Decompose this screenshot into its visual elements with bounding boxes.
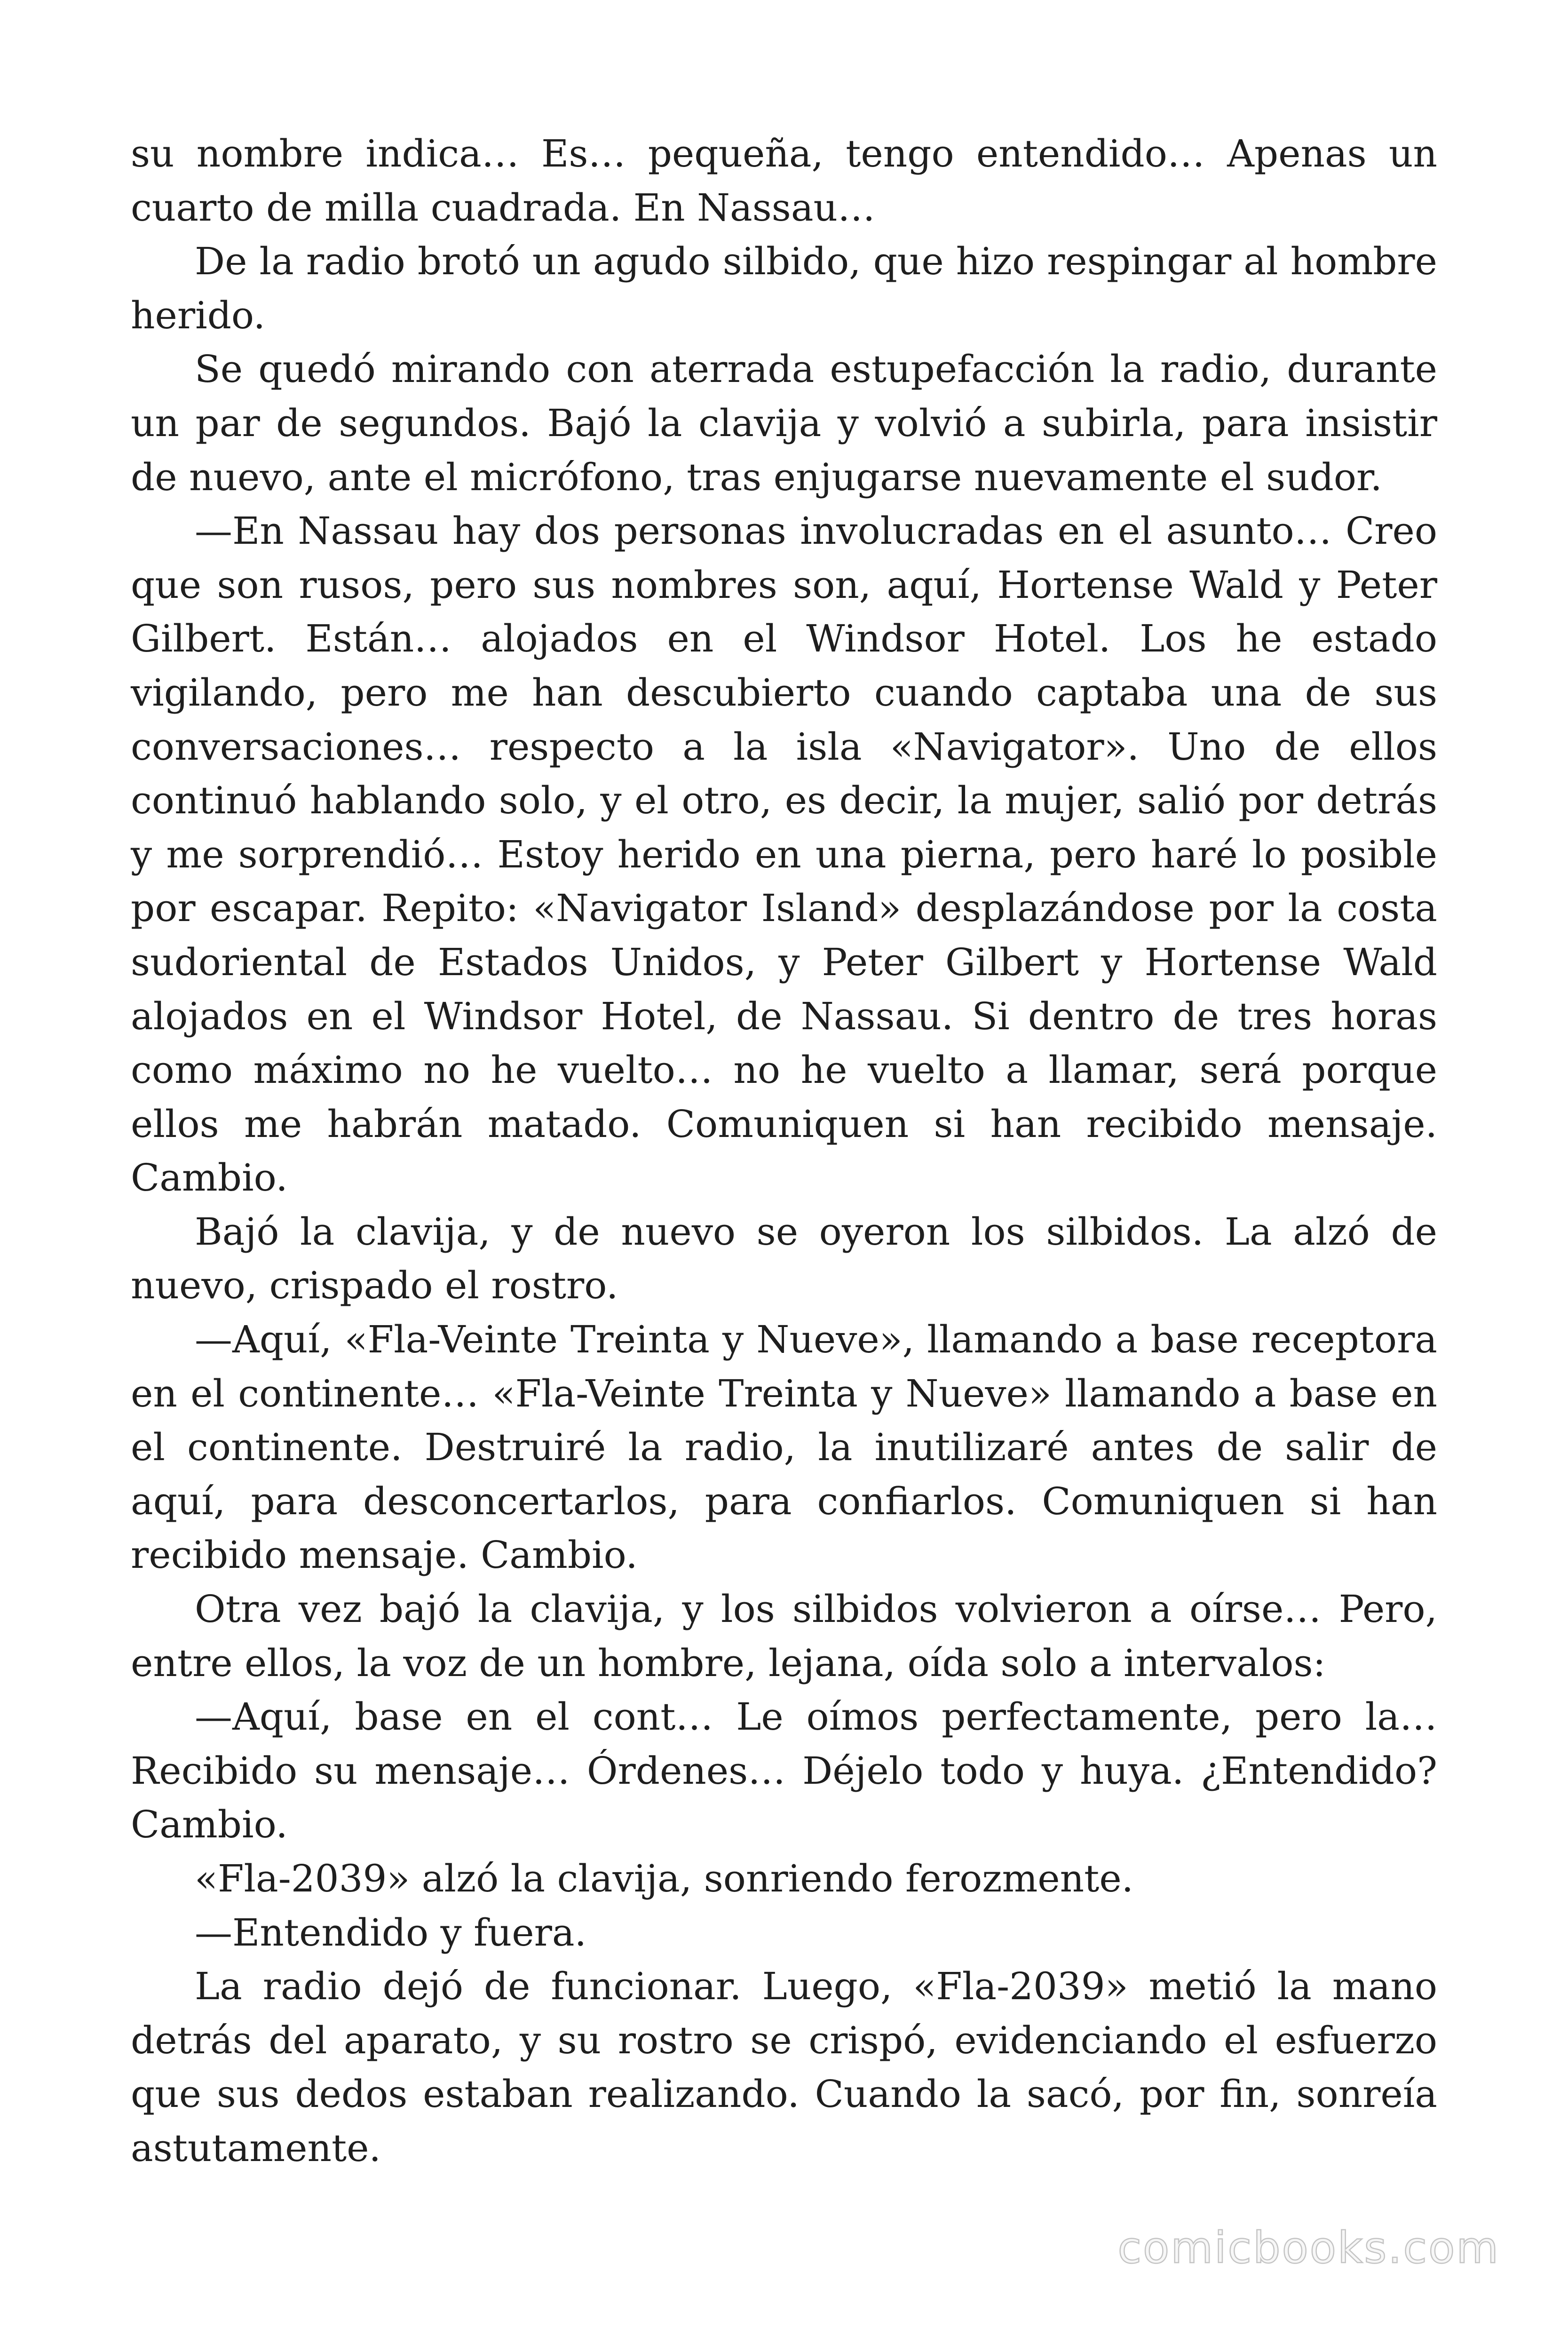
- dialogue-paragraph: —Aquí, base en el cont… Le oímos perfectamente, pero la… Recibido su mensaje… Órdenes… Déjelo todo y huya. ¿Entendido? Cambio.: [131, 1695, 1437, 1847]
- watermark-logo: comicbooks.com: [1117, 2223, 1500, 2273]
- paragraph: Otra vez bajó la clavija, y los silbidos volvieron a oírse… Pero, entre ellos, la voz de un hombre, lejana, oída solo a intervalos:: [131, 1587, 1437, 1685]
- paragraph: Se quedó mirando con aterrada estupefacción la radio, durante un par de segundos. Bajó la clavija y volvió a subirla, para insistir de nuevo, ante el micrófono, tras enjugarse nuevamente el sudor.: [131, 347, 1437, 499]
- dialogue-paragraph: —Entendido y fuera.: [195, 1910, 587, 1955]
- paragraph: La radio dejó de funcionar. Luego, «Fla-2039» metió la mano detrás del aparato, y su rostro se crispó, evidenciando el esfuerzo que sus dedos estaban realizando. Cuando la sacó, por fin, sonreía astutamente.: [131, 1964, 1437, 2170]
- book-page-text: [131, 127, 1437, 2176]
- dialogue-paragraph: —En Nassau hay dos personas involucradas en el asunto… Creo que son rusos, pero sus nombres son, aquí, Hortense Wald y Peter Gilbert. Están… alojados en el Windsor Hotel. Los he estado vigilando, pero me han descubierto cuando captaba una de sus conversaciones… respecto a la isla «Navigator». Uno de ellos continuó hablando solo, y el otro, es decir, la mujer, salió por detrás y me sorprendió… Estoy herido en una pierna, pero haré lo posible por escapar. Repito: «Navigator Island» desplazándose por la costa sudoriental de Estados Unidos, y Peter Gilbert y Hortense Wald alojados en el Windsor Hotel, de Nassau. Si dentro de tres horas como máximo no he vuelto… no he vuelto a llamar, será porque ellos me habrán matado. Comuniquen si han recibido mensaje. Cambio.: [131, 509, 1437, 1200]
- paragraph: De la radio brotó un agudo silbido, que hizo respingar al hombre herido.: [131, 239, 1437, 337]
- paragraph-continuation: su nombre indica… Es… pequeña, tengo entendido… Apenas un cuarto de milla cuadrada. En Nassau…: [131, 132, 1437, 230]
- paragraph: «Fla-2039» alzó la clavija, sonriendo ferozmente.: [195, 1857, 1134, 1900]
- paragraph: Bajó la clavija, y de nuevo se oyeron los silbidos. La alzó de nuevo, crispado el rostro.: [131, 1209, 1437, 1308]
- dialogue-paragraph: —Aquí, «Fla-Veinte Treinta y Nueve», llamando a base receptora en el continente… «Fla-Veinte Treinta y Nueve» llamando a base en el continente. Destruiré la radio, la inutilizaré antes de salir de aquí, para desconcertarlos, para confiarlos. Comuniquen si han recibido mensaje. Cambio.: [131, 1318, 1437, 1577]
